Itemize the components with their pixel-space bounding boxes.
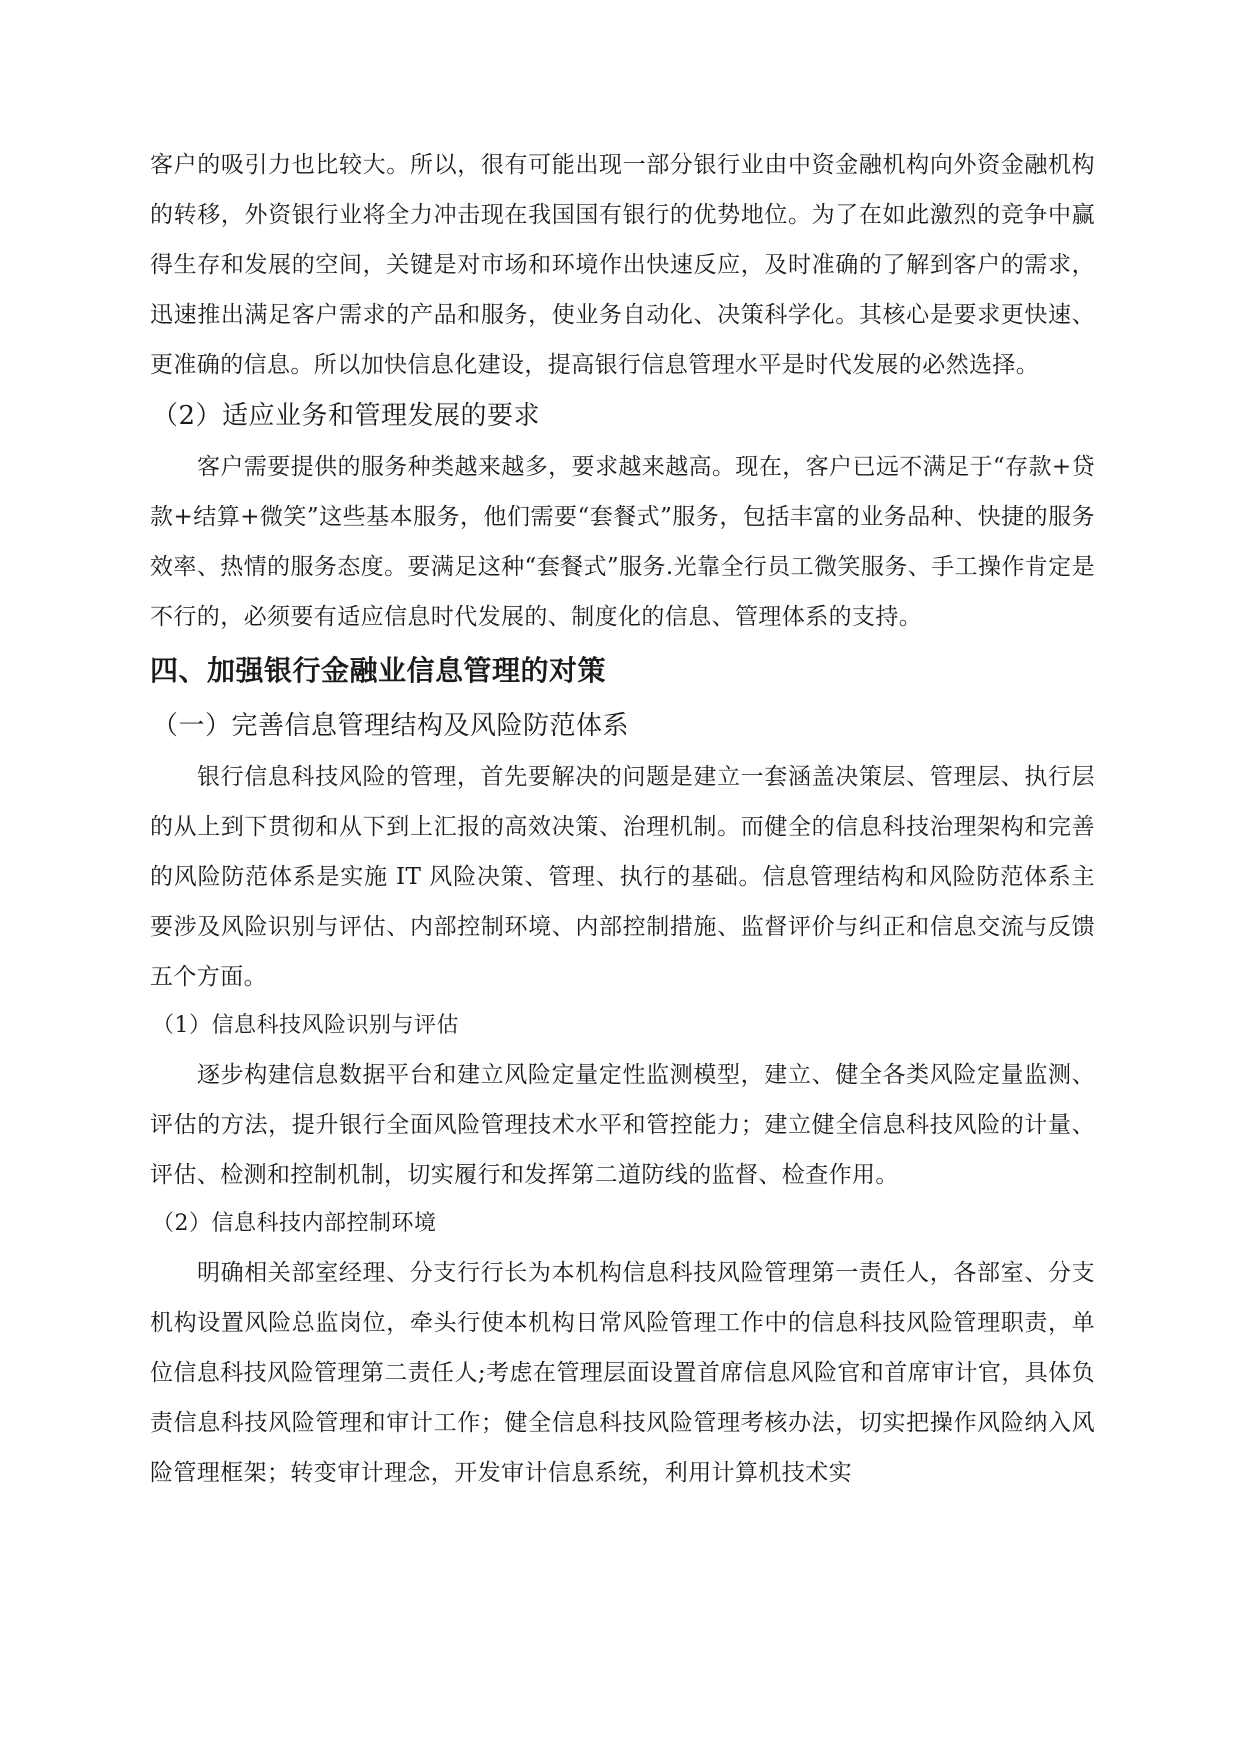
paragraph-risk-monitoring-model: 逐步构建信息数据平台和建立风险定量定性监测模型，建立、健全各类风险定量监测、评估的方法，提升银行全面风险管理技术水平和管控能力；建立健全信息科技风险的计量、评估、检测和控制机制，切实履行和发挥第二道防线的监督、检查作用。 [150,1062,1095,1188]
paragraph-responsibility-assignment: 明确相关部室经理、分支行行长为本机构信息科技风险管理第一责任人，各部室、分支机构设置风险总监岗位，牵头行使本机构日常风险管理工作中的信息科技风险管理职责，单位信息科技风险管理第二责任人;考虑在管理层面设置首席信息风险官和首席审计官，具体负责信息科技风险管理和审计工作；健全信息科技风险管理考核办法，切实把操作风险纳入风险管理框架；转变审计理念，开发审计信息系统，利用计算机技术实 [150,1260,1095,1486]
paragraph-it-risk-governance: 银行信息科技风险的管理，首先要解决的问题是建立一套涵盖决策层、管理层、执行层的从上到下贯彻和从下到上汇报的高效决策、治理机制。而健全的信息科技治理架构和完善的风险防范体系是实施 IT 风险决策、管理、执行的基础。信息管理结构和风险防范体系主要涉及风险识别与评估、内部控制环境、内部控制措施、监督评价与纠正和信息交流与反馈五个方面。 [150,764,1095,990]
paragraph-competition-intro: 客户的吸引力也比较大。所以，很有可能出现一部分银行业由中资金融机构向外资金融机构的转移，外资银行业将全力冲击现在我国国有银行的优势地位。为了在如此激烈的竞争中赢得生存和发展的空间，关键是对市场和环境作出快速反应，及时准确的了解到客户的需求，迅速推出满足客户需求的产品和服务，使业务自动化、决策科学化。其核心是要求更快速、更准确的信息。所以加快信息化建设，提高银行信息管理水平是时代发展的必然选择。 [150,152,1095,378]
subheading-risk-prevention-system: （一）完善信息管理结构及风险防范体系 [152,711,630,741]
subheading-business-management-requirements: （2）适应业务和管理发展的要求 [152,401,541,431]
document-body [150,140,1095,1498]
subheading-internal-control-environment: （2）信息科技内部控制环境 [152,1211,437,1236]
subheading-risk-identification: （1）信息科技风险识别与评估 [152,1013,459,1038]
section-heading-countermeasures: 四、加强银行金融业信息管理的对策 [150,654,607,687]
paragraph-customer-service-demands: 客户需要提供的服务种类越来越多，要求越来越高。现在，客户已远不满足于“存款+贷款+结算+微笑”这些基本服务，他们需要“套餐式”服务，包括丰富的业务品种、快捷的服务效率、热情的服务态度。要满足这种“套餐式”服务.光靠全行员工微笑服务、手工操作肯定是不行的，必须要有适应信息时代发展的、制度化的信息、管理体系的支持。 [150,454,1095,630]
